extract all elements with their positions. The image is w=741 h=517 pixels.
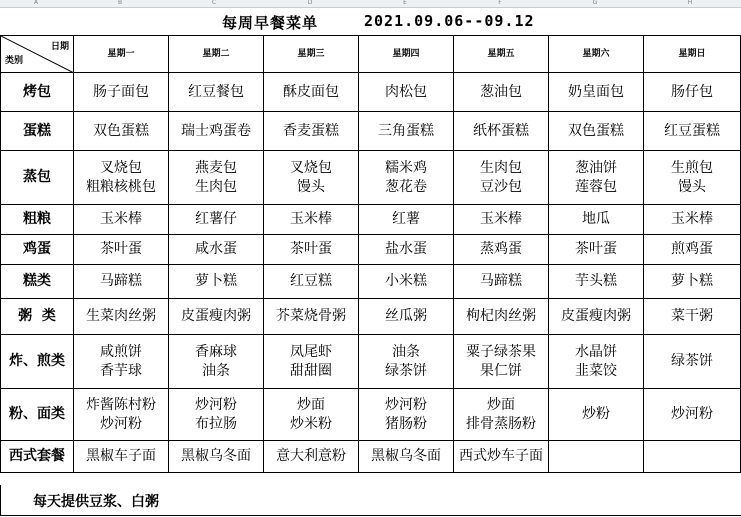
- menu-row: [1, 389, 741, 441]
- dish-name: 盐水蛋: [385, 241, 427, 257]
- dish-name: 玉米棒: [100, 211, 142, 227]
- dish-name: 香芋球: [100, 362, 142, 379]
- dish-name: 香麦蛋糕: [283, 122, 339, 139]
- dish-cell: [359, 151, 454, 205]
- dish-name: 生煎包: [671, 159, 713, 176]
- dish-cell: [169, 441, 264, 473]
- day-header: 星期一: [74, 36, 169, 73]
- dish-name: 炒面: [487, 396, 515, 413]
- dish-name: 三角蛋糕: [378, 122, 434, 139]
- dish-name: 生肉包: [195, 178, 237, 195]
- dish-name: 炒面: [297, 396, 325, 413]
- dish-cell: [169, 73, 264, 112]
- dish-cell: [454, 205, 549, 235]
- dish-cell: [454, 73, 549, 112]
- dish-name: 油条: [392, 343, 420, 360]
- dish-name: 丝瓜粥: [385, 308, 427, 324]
- dish-cell: [359, 205, 454, 235]
- dish-cell: [549, 389, 644, 441]
- dish-cell: [264, 441, 359, 473]
- dish-cell: [264, 73, 359, 112]
- dish-name: 肠仔包: [671, 83, 713, 100]
- dish-name: 萝卜糕: [671, 273, 713, 289]
- dish-cell: [359, 112, 454, 151]
- dish-name: 奶皇面包: [568, 83, 624, 100]
- dish-name: 皮蛋瘦肉粥: [181, 308, 251, 324]
- category-cell: 糕类: [1, 265, 74, 299]
- dish-cell: [264, 389, 359, 441]
- dish-name: 生肉包: [480, 159, 522, 176]
- dish-cell: [169, 151, 264, 205]
- dish-name: 肉松包: [385, 83, 427, 100]
- corner-day-label: 日期: [50, 42, 69, 52]
- dish-cell: [454, 335, 549, 389]
- dish-cell: [454, 151, 549, 205]
- dish-cell: [549, 73, 644, 112]
- day-header: 星期四: [359, 36, 454, 73]
- dish-cell: [644, 299, 741, 335]
- spreadsheet-column-header: [0, 0, 741, 8]
- dish-cell: [644, 389, 741, 441]
- dish-name: 油条: [202, 362, 230, 379]
- dish-name: 粗粮核桃包: [86, 178, 156, 195]
- dish-name: 红豆糕: [290, 273, 332, 289]
- dish-name: 燕麦包: [195, 159, 237, 176]
- dish-name: 猪肠粉: [385, 415, 427, 432]
- dish-name: 炒粉: [582, 406, 610, 422]
- column-letter: A: [33, 0, 39, 6]
- dish-cell: [359, 335, 454, 389]
- dish-cell: [454, 441, 549, 473]
- footer-text: 每天提供豆浆、白粥: [33, 494, 159, 510]
- dish-name: 黑椒乌冬面: [181, 448, 251, 464]
- dish-cell: [359, 299, 454, 335]
- dish-cell: [264, 112, 359, 151]
- dish-name: 水晶饼: [575, 343, 617, 360]
- category-cell: 西式套餐: [1, 441, 74, 473]
- dish-cell: [74, 265, 169, 299]
- column-letter: F: [498, 0, 502, 6]
- category-cell: 蛋糕: [1, 112, 74, 151]
- dish-cell: [74, 235, 169, 265]
- dish-name: 地瓜: [582, 211, 610, 227]
- dish-name: 枸杞肉丝粥: [466, 308, 536, 324]
- dish-name: 葱油包: [480, 83, 522, 100]
- day-header: 星期三: [264, 36, 359, 73]
- header-row: [1, 36, 741, 73]
- dish-cell: [644, 73, 741, 112]
- corner-category-label: 类别: [5, 56, 24, 66]
- dish-name: 马蹄糕: [100, 273, 142, 289]
- dish-cell: [359, 441, 454, 473]
- dish-cell: [644, 335, 741, 389]
- dish-cell: [169, 112, 264, 151]
- dish-cell: [549, 151, 644, 205]
- dish-cell: [169, 265, 264, 299]
- dish-cell: [549, 112, 644, 151]
- dish-name: 香麻球: [195, 343, 237, 360]
- dish-name: 小米糕: [385, 273, 427, 289]
- menu-row: [1, 151, 741, 205]
- dish-name: 炒米粉: [290, 415, 332, 432]
- dish-name: 咸水蛋: [195, 241, 237, 257]
- dish-name: 红薯仔: [195, 211, 237, 227]
- dish-name: 煎鸡蛋: [671, 241, 713, 257]
- dish-name: 纸杯蛋糕: [473, 122, 529, 139]
- dish-name: 葱花卷: [385, 178, 427, 195]
- dish-name: 黑椒乌冬面: [371, 448, 441, 464]
- dish-cell: [359, 73, 454, 112]
- dish-cell: [74, 335, 169, 389]
- dish-name: 酥皮面包: [283, 83, 339, 100]
- dish-cell: [74, 205, 169, 235]
- category-cell: 粗粮: [1, 205, 74, 235]
- day-header: 星期日: [644, 36, 741, 73]
- dish-name: 红豆蛋糕: [664, 122, 720, 139]
- dish-name: 玉米棒: [671, 211, 713, 227]
- dish-cell: [359, 265, 454, 299]
- dish-cell: [549, 235, 644, 265]
- dish-name: 红豆餐包: [188, 83, 244, 100]
- dish-cell: [359, 389, 454, 441]
- dish-name: 芥菜烧骨粥: [276, 308, 346, 324]
- column-letter: D: [307, 0, 313, 6]
- dish-name: 双色蛋糕: [568, 122, 624, 139]
- dish-name: 莲蓉包: [575, 178, 617, 195]
- dish-name: 粟子绿茶果: [466, 343, 536, 360]
- dish-name: 咸煎饼: [100, 343, 142, 360]
- dish-cell: [169, 299, 264, 335]
- dish-cell: [169, 335, 264, 389]
- dish-name: 果仁饼: [480, 362, 522, 379]
- dish-name: 意大利意粉: [276, 448, 346, 464]
- column-letter: C: [211, 0, 217, 6]
- corner-cell: [1, 36, 74, 73]
- dish-name: 炸酱陈村粉: [86, 396, 156, 413]
- menu-row: [1, 265, 741, 299]
- dish-cell: [454, 235, 549, 265]
- dish-cell: [549, 441, 644, 473]
- footer-note: [0, 485, 741, 516]
- column-letter: H: [687, 0, 693, 6]
- dish-name: 豆沙包: [480, 178, 522, 195]
- dish-name: 双色蛋糕: [93, 122, 149, 139]
- dish-name: 凤尾虾: [290, 343, 332, 360]
- dish-name: 马蹄糕: [480, 273, 522, 289]
- dish-name: 玉米棒: [290, 211, 332, 227]
- day-header: 星期六: [549, 36, 644, 73]
- column-letter: B: [117, 0, 123, 6]
- dish-name: 生菜肉丝粥: [86, 308, 156, 324]
- dish-name: 韭菜饺: [575, 362, 617, 379]
- dish-cell: [359, 235, 454, 265]
- dish-name: 蒸鸡蛋: [480, 241, 522, 257]
- dish-name: 黑椒车子面: [86, 448, 156, 464]
- dish-cell: [644, 151, 741, 205]
- dish-cell: [644, 112, 741, 151]
- dish-cell: [74, 299, 169, 335]
- dish-cell: [644, 205, 741, 235]
- column-letter: G: [592, 0, 598, 6]
- breakfast-menu-table: [0, 35, 741, 473]
- dish-cell: [644, 441, 741, 473]
- dish-name: 炒河粉: [385, 396, 427, 413]
- dish-name: 炒河粉: [671, 406, 713, 422]
- dish-cell: [264, 235, 359, 265]
- dish-cell: [74, 73, 169, 112]
- dish-cell: [74, 151, 169, 205]
- menu-row: [1, 441, 741, 473]
- dish-name: 叉烧包: [290, 159, 332, 176]
- category-cell: 鸡蛋: [1, 235, 74, 265]
- dish-cell: [264, 265, 359, 299]
- dish-cell: [644, 265, 741, 299]
- dish-cell: [264, 151, 359, 205]
- dish-name: 茶叶蛋: [290, 241, 332, 257]
- dish-name: 排骨蒸肠粉: [466, 415, 536, 432]
- dish-name: 茶叶蛋: [100, 241, 142, 257]
- dish-cell: [74, 441, 169, 473]
- menu-row: [1, 335, 741, 389]
- dish-name: 馒头: [678, 178, 706, 195]
- dish-name: 绿茶饼: [385, 362, 427, 379]
- dish-name: 绿茶饼: [671, 353, 713, 369]
- dish-name: 炒河粉: [100, 415, 142, 432]
- dish-name: 皮蛋瘦肉粥: [561, 308, 631, 324]
- dish-name: 馒头: [297, 178, 325, 195]
- dish-cell: [549, 265, 644, 299]
- dish-name: 菜干粥: [671, 308, 713, 324]
- category-cell: 烤包: [1, 73, 74, 112]
- dish-cell: [549, 299, 644, 335]
- dish-cell: [169, 235, 264, 265]
- category-cell: 蒸包: [1, 151, 74, 205]
- dish-cell: [264, 205, 359, 235]
- date-range: 2021.09.06--09.12: [364, 12, 535, 30]
- dish-name: 叉烧包: [100, 159, 142, 176]
- dish-name: 芋头糕: [575, 273, 617, 289]
- category-cell: 粥 类: [1, 299, 74, 335]
- dish-cell: [454, 265, 549, 299]
- dish-name: 炒河粉: [195, 396, 237, 413]
- dish-cell: [454, 299, 549, 335]
- category-cell: 炸、煎类: [1, 335, 74, 389]
- dish-cell: [549, 335, 644, 389]
- dish-name: 红薯: [392, 211, 420, 227]
- title-text: 每周早餐菜单: [222, 14, 319, 32]
- dish-cell: [264, 335, 359, 389]
- dish-name: 葱油饼: [575, 159, 617, 176]
- dish-name: 茶叶蛋: [575, 241, 617, 257]
- day-header: 星期二: [169, 36, 264, 73]
- column-letter: E: [403, 0, 407, 6]
- dish-cell: [74, 389, 169, 441]
- menu-row: [1, 73, 741, 112]
- dish-name: 甜甜圈: [290, 362, 332, 379]
- dish-cell: [169, 205, 264, 235]
- dish-name: 布拉肠: [195, 415, 237, 432]
- menu-row: [1, 112, 741, 151]
- dish-cell: [644, 235, 741, 265]
- menu-row: [1, 205, 741, 235]
- dish-name: 萝卜糕: [195, 273, 237, 289]
- dish-name: 糯米鸡: [385, 159, 427, 176]
- dish-name: 肠子面包: [93, 83, 149, 100]
- dish-cell: [454, 112, 549, 151]
- dish-cell: [169, 389, 264, 441]
- dish-cell: [264, 299, 359, 335]
- menu-row: [1, 299, 741, 335]
- dish-name: 玉米棒: [480, 211, 522, 227]
- dish-cell: [454, 389, 549, 441]
- menu-row: [1, 235, 741, 265]
- dish-cell: [74, 112, 169, 151]
- dish-name: 西式炒车子面: [459, 448, 543, 464]
- category-cell: 粉、面类: [1, 389, 74, 441]
- day-header: 星期五: [454, 36, 549, 73]
- menu-title: [0, 9, 741, 35]
- dish-cell: [549, 205, 644, 235]
- dish-name: 瑞士鸡蛋卷: [181, 122, 251, 139]
